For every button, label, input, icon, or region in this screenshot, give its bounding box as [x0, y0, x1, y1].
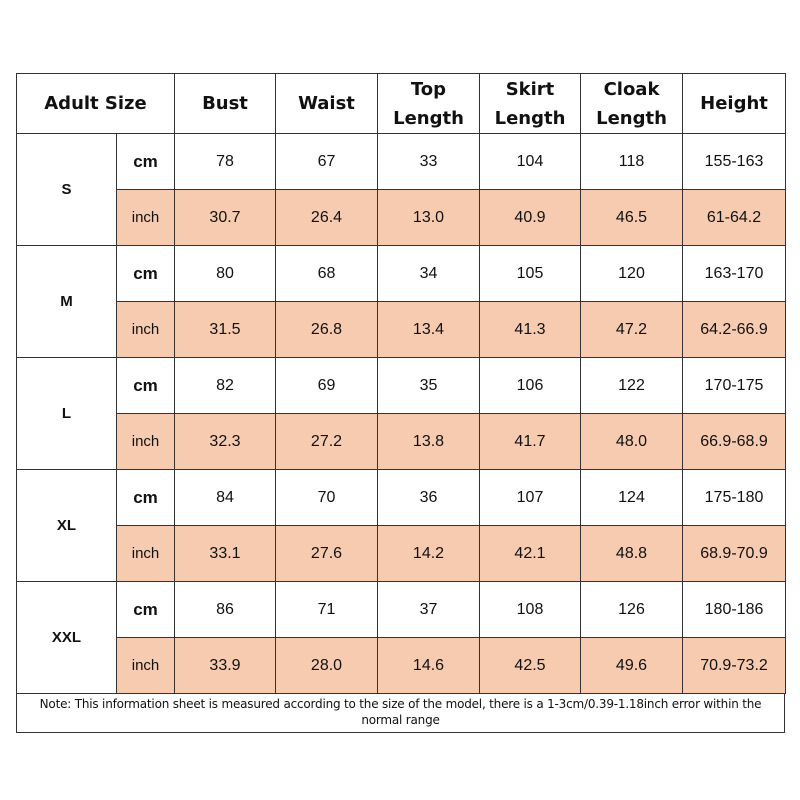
header-cloak-length-line1: Cloak: [603, 78, 660, 100]
cell-inch: 64.2-66.9: [683, 302, 786, 358]
unit-label-inch: inch: [117, 638, 175, 694]
table-row-inch: [17, 190, 786, 246]
cell-inch: 49.6: [581, 638, 683, 694]
cell-cm: 107: [480, 470, 581, 526]
table-row-cm: [17, 470, 786, 526]
cell-cm: 105: [480, 246, 581, 302]
cell-cm: 71: [276, 582, 378, 638]
header-adult-size: Adult Size: [17, 74, 175, 134]
header-skirt-length: [480, 74, 581, 134]
cell-inch: 42.1: [480, 526, 581, 582]
cell-cm: 180-186: [683, 582, 786, 638]
header-cloak-length: [581, 74, 683, 134]
cell-inch: 40.9: [480, 190, 581, 246]
cell-inch: 41.7: [480, 414, 581, 470]
cell-inch: 61-64.2: [683, 190, 786, 246]
size-table-body: [17, 134, 786, 694]
cell-inch: 27.6: [276, 526, 378, 582]
header-skirt-length-line2: Length: [494, 107, 566, 129]
cell-inch: 48.0: [581, 414, 683, 470]
cell-inch: 68.9-70.9: [683, 526, 786, 582]
cell-cm: 82: [175, 358, 276, 414]
cell-inch: 27.2: [276, 414, 378, 470]
size-table: [16, 73, 786, 694]
header-height: Height: [683, 74, 786, 134]
cell-cm: 104: [480, 134, 581, 190]
cell-inch: 42.5: [480, 638, 581, 694]
table-row-cm: [17, 246, 786, 302]
header-skirt-length-line1: Skirt: [505, 78, 555, 100]
cell-cm: 69: [276, 358, 378, 414]
header-cloak-length-line2: Length: [596, 107, 667, 129]
unit-label-cm: cm: [117, 246, 175, 302]
cell-cm: 170-175: [683, 358, 786, 414]
size-chart: [16, 73, 785, 733]
cell-cm: 124: [581, 470, 683, 526]
size-label: XXL: [17, 582, 117, 694]
cell-cm: 36: [378, 470, 480, 526]
table-row-inch: [17, 638, 786, 694]
cell-inch: 47.2: [581, 302, 683, 358]
cell-cm: 68: [276, 246, 378, 302]
size-label: XL: [17, 470, 117, 582]
table-row-cm: [17, 134, 786, 190]
cell-cm: 35: [378, 358, 480, 414]
unit-label-cm: cm: [117, 582, 175, 638]
header-top-length-line1: Top: [410, 78, 447, 100]
table-row-inch: [17, 414, 786, 470]
cell-cm: 122: [581, 358, 683, 414]
table-row-cm: [17, 582, 786, 638]
cell-inch: 33.1: [175, 526, 276, 582]
header-top-length-line2: Length: [393, 107, 464, 129]
table-row-inch: [17, 302, 786, 358]
unit-label-inch: inch: [117, 526, 175, 582]
cell-inch: 70.9-73.2: [683, 638, 786, 694]
cell-cm: 175-180: [683, 470, 786, 526]
cell-cm: 106: [480, 358, 581, 414]
header-row: [17, 74, 786, 134]
size-label: M: [17, 246, 117, 358]
cell-cm: 120: [581, 246, 683, 302]
cell-cm: 163-170: [683, 246, 786, 302]
unit-label-cm: cm: [117, 134, 175, 190]
cell-cm: 86: [175, 582, 276, 638]
header-bust: Bust: [175, 74, 276, 134]
cell-cm: 34: [378, 246, 480, 302]
cell-cm: 70: [276, 470, 378, 526]
cell-inch: 13.8: [378, 414, 480, 470]
cell-cm: 155-163: [683, 134, 786, 190]
cell-inch: 13.4: [378, 302, 480, 358]
cell-cm: 78: [175, 134, 276, 190]
cell-cm: 126: [581, 582, 683, 638]
measurement-note: Note: This information sheet is measured according to the size of the model, there is a 1-3cm/0.39-1.18inch error within the normal range: [16, 694, 785, 733]
unit-label-inch: inch: [117, 190, 175, 246]
cell-inch: 26.4: [276, 190, 378, 246]
cell-cm: 37: [378, 582, 480, 638]
unit-label-cm: cm: [117, 358, 175, 414]
cell-inch: 33.9: [175, 638, 276, 694]
unit-label-cm: cm: [117, 470, 175, 526]
cell-cm: 118: [581, 134, 683, 190]
cell-cm: 84: [175, 470, 276, 526]
table-row-inch: [17, 526, 786, 582]
cell-cm: 33: [378, 134, 480, 190]
cell-inch: 14.6: [378, 638, 480, 694]
cell-inch: 13.0: [378, 190, 480, 246]
cell-inch: 32.3: [175, 414, 276, 470]
cell-inch: 31.5: [175, 302, 276, 358]
cell-inch: 48.8: [581, 526, 683, 582]
cell-inch: 66.9-68.9: [683, 414, 786, 470]
unit-label-inch: inch: [117, 414, 175, 470]
cell-inch: 26.8: [276, 302, 378, 358]
unit-label-inch: inch: [117, 302, 175, 358]
header-waist: Waist: [276, 74, 378, 134]
cell-cm: 80: [175, 246, 276, 302]
header-top-length: [378, 74, 480, 134]
size-label: S: [17, 134, 117, 246]
table-row-cm: [17, 358, 786, 414]
cell-inch: 14.2: [378, 526, 480, 582]
size-label: L: [17, 358, 117, 470]
cell-cm: 108: [480, 582, 581, 638]
cell-inch: 28.0: [276, 638, 378, 694]
cell-cm: 67: [276, 134, 378, 190]
cell-inch: 41.3: [480, 302, 581, 358]
cell-inch: 30.7: [175, 190, 276, 246]
cell-inch: 46.5: [581, 190, 683, 246]
